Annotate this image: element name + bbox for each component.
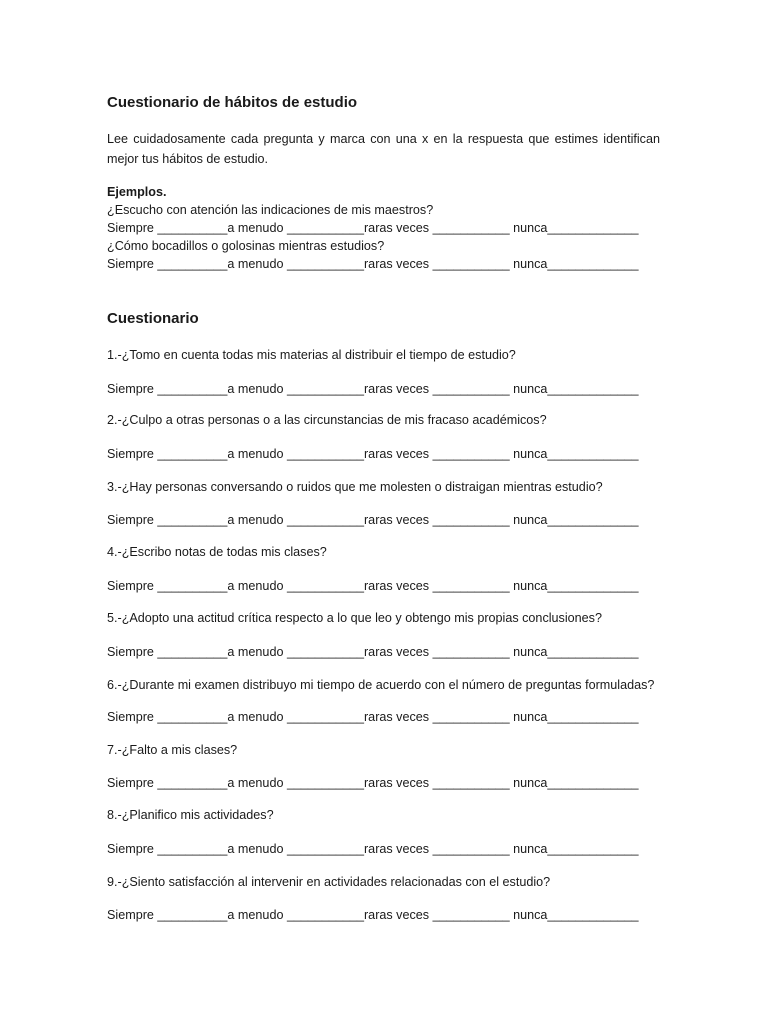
document-title: Cuestionario de hábitos de estudio: [107, 94, 358, 111]
example-answer-line: Siempre __________a menudo ___________raras veces ___________ nunca_____________: [107, 257, 639, 271]
answer-line-1: Siempre __________a menudo ___________raras veces ___________ nunca_____________: [107, 382, 639, 396]
question-8: 8.-¿Planifico mis actividades?: [107, 808, 274, 822]
example-question: ¿Cómo bocadillos o golosinas mientras estudios?: [107, 239, 385, 253]
instructions-paragraph: Lee cuidadosamente cada pregunta y marca con una x en la respuesta que estimes identifican mejor tus hábitos de estudio.: [107, 132, 660, 166]
questionnaire-title: Cuestionario: [107, 310, 199, 327]
question-9: 9.-¿Siento satisfacción al intervenir en actividades relacionadas con el estudio?: [107, 875, 551, 889]
examples-block: [107, 183, 639, 273]
question-5: 5.-¿Adopto una actitud crítica respecto a lo que leo y obtengo mis propias conclusiones?: [107, 611, 602, 625]
answer-line-8: Siempre __________a menudo ___________raras veces ___________ nunca_____________: [107, 842, 639, 856]
answer-line-6: Siempre __________a menudo ___________raras veces ___________ nunca_____________: [107, 710, 639, 724]
example-question: ¿Escucho con atención las indicaciones de mis maestros?: [107, 203, 434, 217]
answer-line-7: Siempre __________a menudo ___________raras veces ___________ nunca_____________: [107, 776, 639, 790]
answer-line-5: Siempre __________a menudo ___________raras veces ___________ nunca_____________: [107, 645, 639, 659]
answer-line-4: Siempre __________a menudo ___________raras veces ___________ nunca_____________: [107, 579, 639, 593]
question-4: 4.-¿Escribo notas de todas mis clases?: [107, 545, 327, 559]
question-1: 1.-¿Tomo en cuenta todas mis materias al distribuir el tiempo de estudio?: [107, 348, 516, 362]
answer-line-3: Siempre __________a menudo ___________raras veces ___________ nunca_____________: [107, 513, 639, 527]
question-2: 2.-¿Culpo a otras personas o a las circunstancias de mis fracaso académicos?: [107, 413, 547, 427]
question-6: 6.-¿Durante mi examen distribuyo mi tiempo de acuerdo con el número de preguntas formuladas?: [107, 678, 655, 692]
question-3: 3.-¿Hay personas conversando o ruidos que me molesten o distraigan mientras estudio?: [107, 480, 603, 494]
answer-line-9: Siempre __________a menudo ___________raras veces ___________ nunca_____________: [107, 908, 639, 922]
answer-line-2: Siempre __________a menudo ___________raras veces ___________ nunca_____________: [107, 447, 639, 461]
examples-heading: Ejemplos.: [107, 185, 167, 199]
question-7: 7.-¿Falto a mis clases?: [107, 743, 238, 757]
example-answer-line: Siempre __________a menudo ___________raras veces ___________ nunca_____________: [107, 221, 639, 235]
